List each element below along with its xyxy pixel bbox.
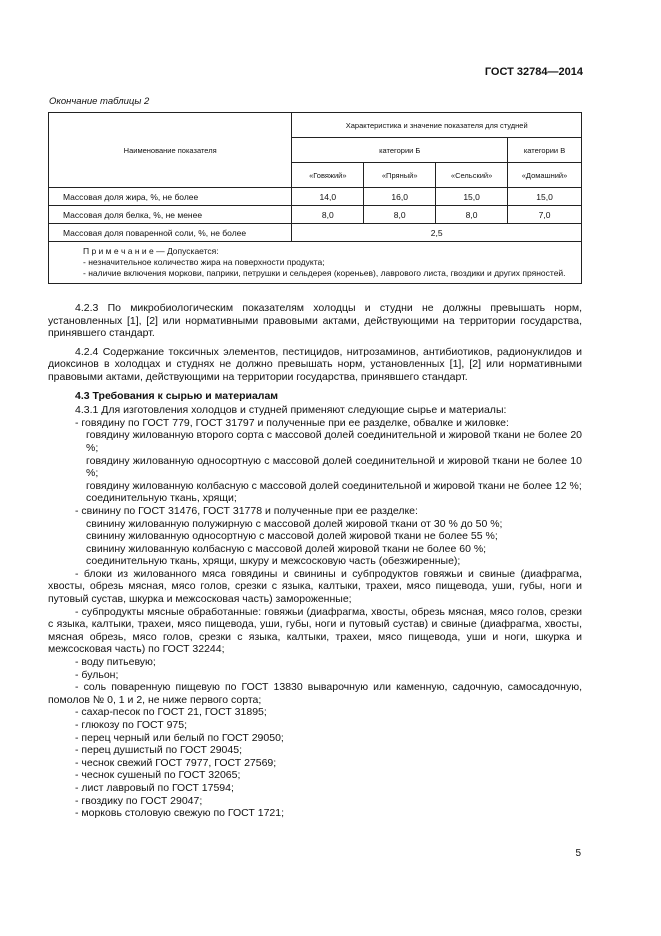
sub-item: свинину жилованную колбасную с массовой долей жировой ткани не более 60 %; — [86, 542, 487, 555]
paragraph-4-2-4: 4.2.4 Содержание токсичных элементов, пестицидов, нитрозаминов, антибиотиков, радионуклидов и диоксинов в холодцах и студнях не должно превышать норм, установленных [1], [2] или нормативными правовыми актами, действующими на территории государства, принявшего стандарт. — [48, 345, 582, 383]
sub-header: «Сельский» — [436, 163, 508, 188]
list-item: - чеснок свежий ГОСТ 7977, ГОСТ 27569; — [75, 756, 277, 769]
section-heading-4-3: 4.3 Требования к сырью и материалам — [75, 389, 279, 402]
sub-item: соединительную ткань, хрящи, шкуру и межсосковую часть (обезжиренные); — [86, 555, 461, 568]
list-item: - гвоздику по ГОСТ 29047; — [75, 794, 203, 807]
sub-header: «Пряный» — [364, 163, 436, 188]
cell-value-merged: 2,5 — [292, 224, 582, 242]
sub-item: говядину жилованную колбасную с массовой долей соединительной и жировой ткани не более 12 %; — [86, 479, 582, 492]
cell-value: 16,0 — [364, 188, 436, 206]
list-item: - перец черный или белый по ГОСТ 29050; — [75, 731, 284, 744]
sub-item: говядину жилованную второго сорта с массовой долей соединительной и жировой ткани не более 20 %; — [86, 429, 582, 454]
list-item: - чеснок сушеный по ГОСТ 32065; — [75, 769, 241, 782]
list-item-beef: - говядину по ГОСТ 779, ГОСТ 31797 и полученные при ее разделке, обвалке и жиловке: — [75, 416, 509, 429]
list-item-broth: - бульон; — [75, 668, 119, 681]
row-label: Массовая доля жира, %, не более — [49, 188, 292, 206]
cell-value: 7,0 — [508, 206, 582, 224]
sub-header: «Говяжий» — [292, 163, 364, 188]
sub-item: соединительную ткань, хрящи; — [86, 492, 237, 505]
table-caption: Окончание таблицы 2 — [49, 96, 150, 107]
list-item-blocks: - блоки из жилованного мяса говядины и свинины и субпродуктов говяжьи и свиные (диафрагма, хвосты, обрезь мясная, мясо голов, срезки с языка, калтыки, трахеи, мясо пищевода, уши, губы, ноги и путовый сустав, шкурка и межсосковая часть) замороженные; — [48, 567, 582, 606]
category-v-header: категории В — [508, 138, 582, 163]
paragraph-4-3-1: 4.3.1 Для изготовления холодцов и студней применяют следующие сырье и материалы: — [75, 404, 507, 417]
table-row — [49, 224, 582, 242]
sub-header: «Домашний» — [508, 163, 582, 188]
standard-header: ГОСТ 32784—2014 — [484, 66, 583, 78]
table-row — [49, 188, 582, 206]
indicators-table — [48, 112, 582, 284]
sub-item: говядину жилованную односортную с массовой долей соединительной и жировой ткани не более 10 %; — [86, 454, 582, 480]
cell-value: 15,0 — [508, 188, 582, 206]
col-group-header: Характеристика и значение показателя для студней — [292, 113, 582, 138]
cell-value: 8,0 — [292, 206, 364, 224]
cell-value: 14,0 — [292, 188, 364, 206]
cell-value: 15,0 — [436, 188, 508, 206]
note-item: - наличие включения моркови, паприки, петрушки и сельдерея (кореньев), лаврового листа, гвоздики и других пряностей. — [83, 268, 566, 278]
list-item-pork: - свинину по ГОСТ 31476, ГОСТ 31778 и полученные при ее разделке: — [75, 504, 418, 517]
list-item: - морковь столовую свежую по ГОСТ 1721; — [75, 807, 285, 820]
note-title: П р и м е ч а н и е — Допускается: — [83, 246, 219, 256]
sub-item: свинину жилованную полужирную с массовой долей жировой ткани от 30 % до 50 %; — [86, 517, 503, 530]
cell-value: 8,0 — [364, 206, 436, 224]
list-item: - лист лавровый по ГОСТ 17594; — [75, 781, 234, 794]
table-note — [49, 242, 582, 284]
sub-item: свинину жилованную односортную с массовой долей жировой ткани не более 55 %; — [86, 530, 498, 543]
list-item: - перец душистый по ГОСТ 29045; — [75, 744, 242, 757]
list-item-water: - воду питьевую; — [75, 656, 156, 669]
list-item-offal: - субпродукты мясные обработанные: говяжьи (диафрагма, хвосты, обрезь мясная, мясо голов, срезки с языка, калтыки, трахеи, мясо пищевода, уши, губы, ноги и путовый сустав) и свиные (диафрагма, хвосты, мясная обрезь, мясо голов, срезки с языка, калтыки, трахеи, мясо пищевода, уши и ноги, шкурка и межсосковая часть) по ГОСТ 32244; — [48, 605, 582, 656]
page-number: 5 — [575, 848, 581, 859]
list-item-salt: - соль поваренную пищевую по ГОСТ 13830 выварочную или каменную, садочную, самосадочную, помолов № 0, 1 и 2, не ниже первого сорта; — [48, 681, 582, 706]
col-name-header: Наименование показателя — [49, 113, 292, 188]
table-row — [49, 206, 582, 224]
row-label: Массовая доля белка, %, не менее — [49, 206, 292, 224]
cell-value: 8,0 — [436, 206, 508, 224]
paragraph-4-2-3: 4.2.3 По микробиологическим показателям холодцы и студни не должны превышать норм, установленных [1], [2] или нормативными правовыми актами, действующими на территории государства, принявшего стандарт. — [48, 302, 582, 340]
list-item: - сахар-песок по ГОСТ 21, ГОСТ 31895; — [75, 706, 267, 719]
document-body — [48, 302, 582, 820]
category-b-header: категории Б — [292, 138, 508, 163]
note-item: - незначительное количество жира на поверхности продукта; — [83, 257, 325, 267]
list-item: - глюкозу по ГОСТ 975; — [75, 719, 188, 731]
row-label: Массовая доля поваренной соли, %, не более — [49, 224, 292, 242]
table-note-row — [49, 242, 582, 284]
table-header-row — [49, 113, 582, 138]
